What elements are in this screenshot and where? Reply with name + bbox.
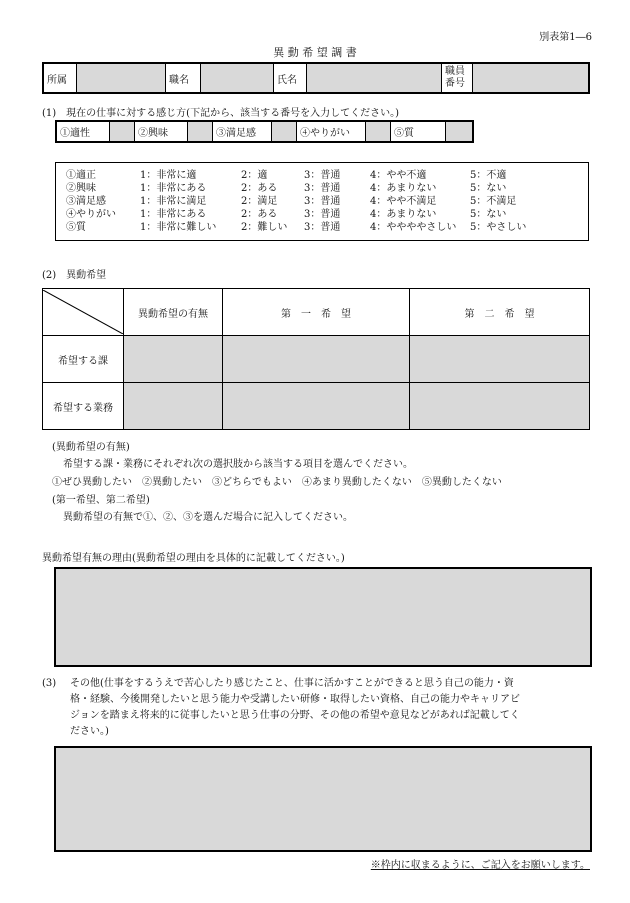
diagonal-line (43, 290, 123, 334)
col-header-first: 第 一 希 望 (223, 289, 410, 336)
rating-label-aptitude: ①適性 (56, 121, 110, 142)
rating-label-fulfillment: ④やりがい (297, 121, 366, 142)
rating-input-satisfaction[interactable] (272, 121, 297, 142)
note-preference-instruction: 異動希望の有無で①、②、③を選んだ場合に記入してください。 (63, 512, 353, 523)
section-first-field[interactable] (223, 336, 410, 383)
name-field[interactable] (307, 63, 442, 93)
section3-text (70, 676, 590, 740)
legend-row: ⑤質 1：非常に難しい 2：難しい 3：普通 4：ややややさしい 5：やさしい (66, 222, 527, 233)
reason-textarea[interactable] (54, 567, 592, 667)
rating-label-satisfaction: ③満足感 (213, 121, 272, 142)
form-code: 別表第1―6 (539, 32, 592, 43)
section2-heading: (2) 異動希望 (42, 270, 107, 281)
section-presence-field[interactable] (124, 336, 223, 383)
legend-row: ①適正 1：非常に適 2：適 3：普通 4：やや不適 5：不適 (66, 170, 507, 181)
header-table (42, 62, 590, 94)
position-field[interactable] (201, 63, 274, 93)
rating-input-interest[interactable] (188, 121, 213, 142)
position-label: 職名 (166, 63, 201, 93)
section-second-field[interactable] (410, 336, 590, 383)
affiliation-field[interactable] (77, 63, 166, 93)
section1-heading: (1) 現在の仕事に対する感じ方(下記から、該当する番号を入力してください。) (42, 108, 399, 119)
legend-row: ②興味 1：非常にある 2：ある 3：普通 4：あまりない 5：ない (66, 183, 507, 194)
section3-line: 格・経験、今後開発したいと思う能力や受講したい研修・取得したい資格、自己の能力やキャリアビ (70, 694, 520, 705)
col-header-presence: 異動希望の有無 (124, 289, 223, 336)
reason-label: 異動希望有無の理由(異動希望の理由を具体的に記載してください。) (42, 553, 345, 564)
staff-no-label: 職員 番号 (442, 63, 473, 93)
rating-label-interest: ②興味 (135, 121, 188, 142)
rating-input-fulfillment[interactable] (366, 121, 391, 142)
note-preference-heading: (第一希望、第二希望) (52, 495, 150, 506)
note-presence-heading: (異動希望の有無) (52, 442, 130, 453)
col-header-second: 第 二 希 望 (410, 289, 590, 336)
row-label-section: 希望する課 (43, 336, 124, 383)
affiliation-label: 所属 (43, 63, 77, 93)
name-label: 氏名 (274, 63, 307, 93)
legend-row: ④やりがい 1：非常にある 2：ある 3：普通 4：あまりない 5：ない (66, 209, 507, 220)
staff-no-field[interactable] (473, 63, 590, 93)
diagonal-cell (43, 289, 124, 336)
other-textarea[interactable] (54, 746, 592, 852)
rating-input-quality[interactable] (446, 121, 474, 142)
rating-label-quality: ⑤質 (391, 121, 446, 142)
rating-table (55, 120, 474, 143)
note-instruction: 希望する課・業務にそれぞれ次の選択肢から該当する項目を選んでください。 (63, 459, 413, 470)
transfer-table (42, 288, 590, 430)
duty-second-field[interactable] (410, 383, 590, 430)
rating-input-aptitude[interactable] (110, 121, 135, 142)
note-options: ①ぜひ異動したい ②異動したい ③どちらでもよい ④あまり異動したくない ⑤異動したくない (52, 477, 502, 488)
legend-row: ③満足感 1：非常に満足 2：満足 3：普通 4：やや不満足 5：不満足 (66, 196, 517, 207)
rating-legend (55, 162, 589, 241)
duty-first-field[interactable] (223, 383, 410, 430)
duty-presence-field[interactable] (124, 383, 223, 430)
footer-note: ※枠内に収まるように、ご記入をお願いします。 (370, 860, 590, 871)
section3-number: (3) (42, 678, 57, 689)
section3-line: ジョンを踏まえ将来的に従事したいと思う仕事の分野、その他の希望や意見などがあれば記載してく (70, 710, 520, 721)
page-title: 異 動 希 望 調 書 (273, 46, 357, 59)
section3-line: ださい。) (70, 726, 109, 737)
row-label-duty: 希望する業務 (43, 383, 124, 430)
section3-line: その他(仕事をするうえで苦心したり感じたこと、仕事に活かすことができると思う自己の能力・資 (70, 678, 514, 689)
